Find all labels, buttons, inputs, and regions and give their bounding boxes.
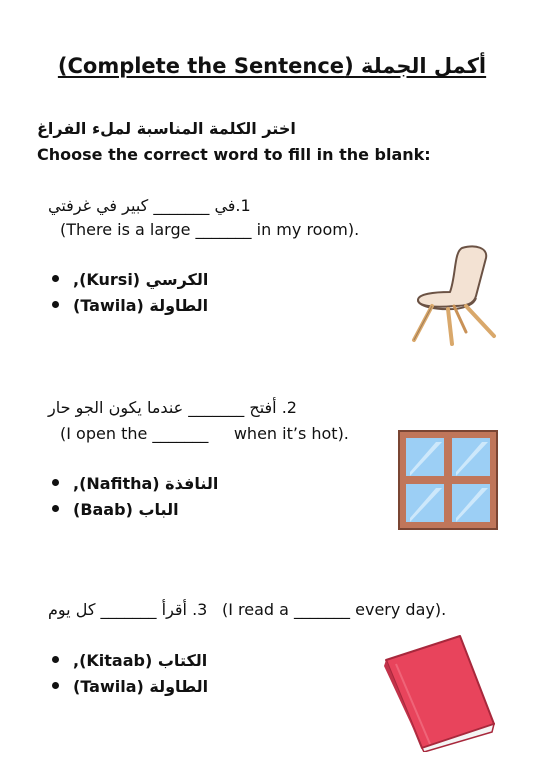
question-1-arabic: 1.في _______ كبير في غرفتي [48,196,251,215]
question-2-option-1 [52,474,218,493]
bullet-icon [52,479,59,486]
bullet-icon [52,682,59,689]
bullet-icon [52,656,59,663]
bullet-icon [52,505,59,512]
question-1-english: (There is a large _______ in my room). [60,220,360,239]
instruction-arabic: اختر الكلمة المناسبة لملء الفراغ [37,119,296,138]
bullet-icon [52,275,59,282]
question-2-english: (I open the _______ when it’s hot). [60,424,349,443]
page-title: أكمل الجملة (Complete the Sentence) [57,54,487,78]
window-icon [396,428,500,532]
option-text: الطاولة (Tawila) [73,296,209,315]
question-3-english: (I read a _______ every day). [222,600,447,619]
question-2-option-2 [52,500,179,519]
question-3-option-1 [52,651,207,670]
option-text: الكتاب (Kitaab), [73,651,208,670]
question-3-option-2 [52,677,208,696]
option-text: الطاولة (Tawila) [73,677,209,696]
book-icon [382,630,498,752]
bullet-icon [52,301,59,308]
option-text: الكرسي (Kursi), [73,270,209,289]
option-text: الباب (Baab) [73,500,179,519]
question-1-option-2 [52,296,208,315]
question-2-arabic: 2. أفتح _______ عندما يكون الجو حار [48,398,297,417]
chair-icon [404,242,504,346]
instruction-english: Choose the correct word to fill in the blank: [37,145,431,164]
option-text: النافذة (Nafitha), [73,474,219,493]
question-1-option-1 [52,270,208,289]
question-3-arabic: 3. أقرأ _______ كل يوم [48,600,208,619]
